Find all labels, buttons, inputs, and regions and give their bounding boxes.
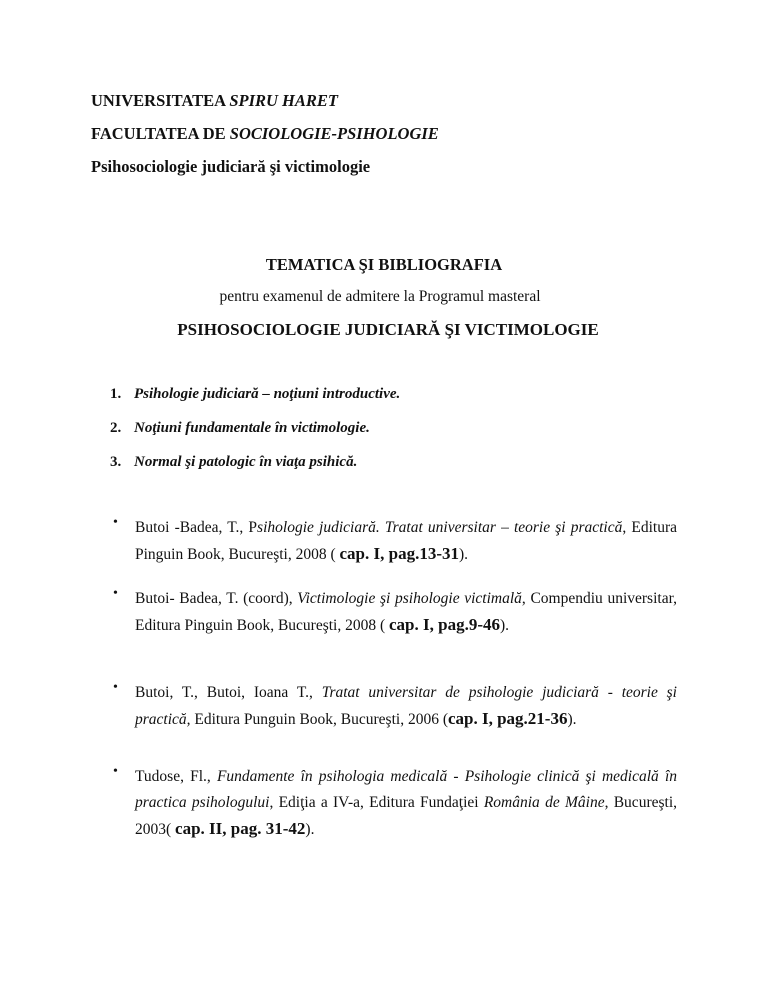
- topic-item: 1. Psihologie judiciară – noţiuni introductive.: [110, 386, 401, 402]
- bullet-icon: •: [113, 680, 118, 695]
- bullet-icon: •: [113, 515, 118, 530]
- topic-item: 2. Noţiuni fundamentale în victimologie.: [110, 420, 370, 436]
- bullet-icon: •: [113, 586, 118, 601]
- bibliography-text: Butoi, T., Butoi, Ioana T., Tratat universitar de psihologie judiciară - teorie şi practică, Editura Punguin Book, Bucureşti, 2006 (cap. I, pag.21-36).: [135, 684, 677, 728]
- university-name: UNIVERSITATEA SPIRU HARET: [91, 91, 338, 110]
- program-title: PSIHOSOCIOLOGIE JUDICIARĂ ŞI VICTIMOLOGIE: [177, 320, 599, 339]
- bibliography-text: Butoi- Badea, T. (coord), Victimologie şi psihologie victimală, Compendiu universitar, Editura Pinguin Book, Bucureşti, 2008 ( cap. I, pag.9-46).: [135, 590, 677, 634]
- topic-item: 3. Normal şi patologic în viaţa psihică.: [110, 454, 358, 470]
- bullet-icon: •: [113, 764, 118, 779]
- faculty-name: FACULTATEA DE SOCIOLOGIE-PSIHOLOGIE: [91, 124, 439, 143]
- topics-list: [110, 386, 400, 488]
- document-subtitle: pentru examenul de admitere la Programul masteral: [219, 288, 541, 305]
- program-heading: Psihosociologie judiciară şi victimologie: [91, 157, 371, 176]
- bibliography-text: Butoi -Badea, T., Psihologie judiciară. Tratat universitar – teorie şi practică, Editura Pinguin Book, Bucureşti, 2008 ( cap. I, pag.13-31).: [135, 519, 678, 563]
- document-title: TEMATICA ŞI BIBLIOGRAFIA: [265, 255, 503, 274]
- bibliography-text: Tudose, Fl., Fundamente în psihologia medicală - Psihologie clinică şi medicală în practica psihologului, Ediţia a IV-a, Editura Fundaţiei România de Mâine, Bucureşti, 2003( cap. II, pag. 31-42).: [135, 768, 677, 838]
